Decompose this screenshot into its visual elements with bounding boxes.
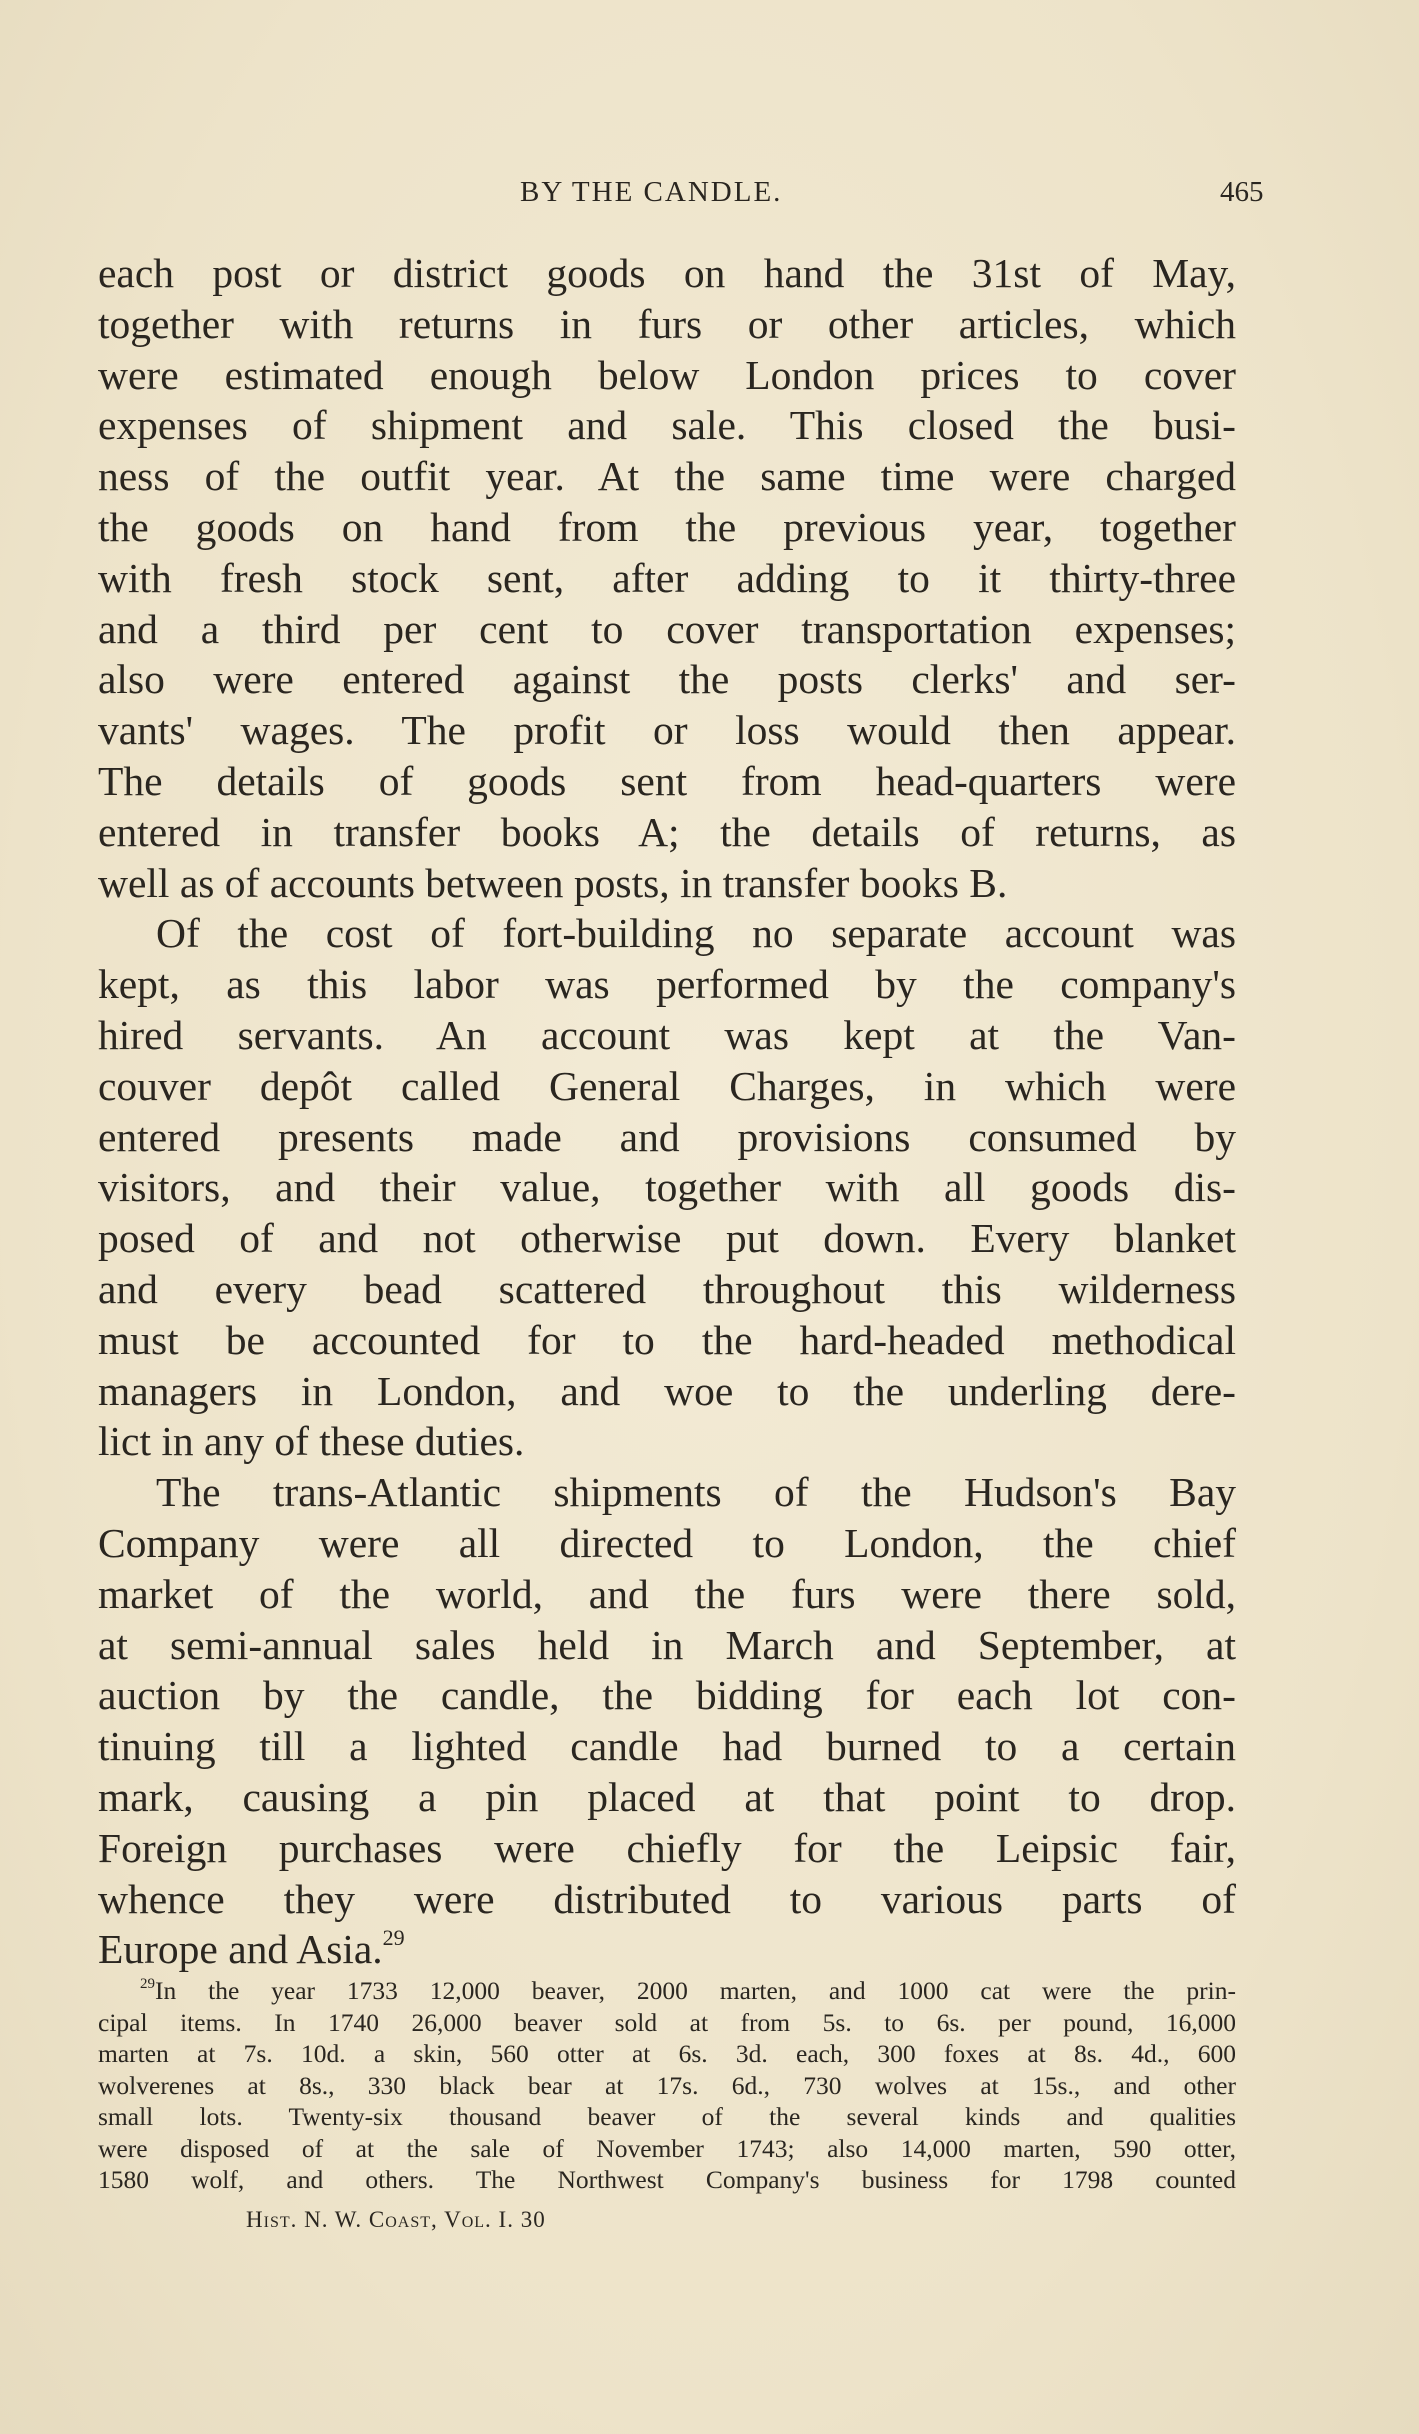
text-line: entered in transfer books A; the details of returns, as [98, 808, 1236, 855]
text-line: entered presents made and provisions consumed by [98, 1113, 1236, 1160]
footnote-line [98, 1975, 1236, 2007]
text-line: each post or district goods on hand the 31st of May, [98, 250, 1236, 296]
text-line-last [98, 1924, 1236, 1975]
text-line: at semi-annual sales held in March and September, at [98, 1621, 1236, 1668]
text-line-content: Europe and Asia. [98, 1926, 383, 1973]
text-line: kept, as this labor was performed by the company's [98, 961, 1236, 1008]
text-line: together with returns in furs or other articles, which [98, 300, 1236, 347]
footnote-reference[interactable]: 29 [382, 1925, 405, 1951]
text-line: expenses of shipment and sale. This closed the busi- [98, 402, 1236, 449]
text-line: couver depôt called General Charges, in which were [98, 1062, 1236, 1109]
text-line: were estimated enough below London prices to cover [98, 351, 1236, 398]
footnote-line-content: In the year 1733 12,000 beaver, 2000 marten, and 1000 cat were the prin- [155, 1976, 1236, 2005]
text-line: well as of accounts between posts, in transfer books B. [98, 859, 1008, 906]
signature-line: Hist. N. W. Coast, Vol. I. 30 [246, 2207, 546, 2232]
text-line: hired servants. An account was kept at the Van- [98, 1011, 1236, 1058]
text-line: market of the world, and the furs were there sold, [98, 1570, 1236, 1617]
text-line: The trans-Atlantic shipments of the Hudson's Bay [156, 1469, 1236, 1516]
text-line: also were entered against the posts clerks' and ser- [98, 656, 1236, 703]
text-line: Of the cost of fort-building no separate account was [156, 910, 1236, 957]
footnote-line: 1580 wolf, and others. The Northwest Company's business for 1798 counted [98, 2165, 1236, 2194]
text-line: ness of the outfit year. At the same time were charged [98, 453, 1236, 500]
text-line: Foreign purchases were chiefly for the Leipsic fair, [98, 1824, 1236, 1871]
text-line: managers in London, and woe to the underling dere- [98, 1367, 1236, 1414]
text-line: the goods on hand from the previous year, together [98, 503, 1236, 550]
footnote [98, 1975, 1236, 2196]
text-line: must be accounted for to the hard-headed methodical [98, 1316, 1236, 1363]
running-title: BY THE CANDLE. [520, 176, 783, 208]
footnote-line: cipal items. In 1740 26,000 beaver sold at from 5s. to 6s. per pound, 16,000 [98, 2007, 1236, 2037]
page-number: 465 [1220, 176, 1264, 208]
footnote-line: were disposed of at the sale of November 1743; also 14,000 marten, 590 otter, [98, 2133, 1236, 2163]
text-line: and every bead scattered throughout this wilderness [98, 1265, 1236, 1312]
footnote-line: wolverenes at 8s., 330 black bear at 17s. 6d., 730 wolves at 15s., and other [98, 2070, 1236, 2100]
text-line: with fresh stock sent, after adding to it thirty-three [98, 554, 1236, 601]
text-line: tinuing till a lighted candle had burned to a certain [98, 1723, 1236, 1770]
body-text [98, 248, 1236, 1975]
text-line: visitors, and their value, together with all goods dis- [98, 1164, 1236, 1211]
running-head [0, 176, 1419, 216]
footnote-line: small lots. Twenty-six thousand beaver of the several kinds and qualities [98, 2102, 1236, 2131]
text-line: vants' wages. The profit or loss would then appear. [98, 707, 1236, 754]
text-line: lict in any of these duties. [98, 1418, 525, 1465]
text-line: The details of goods sent from head-quarters were [98, 757, 1236, 804]
footnote-line: marten at 7s. 10d. a skin, 560 otter at 6s. 3d. each, 300 foxes at 8s. 4d., 600 [98, 2039, 1236, 2068]
text-line: Company were all directed to London, the chief [98, 1519, 1236, 1566]
text-line: posed of and not otherwise put down. Every blanket [98, 1215, 1236, 1262]
text-line: whence they were distributed to various parts of [98, 1875, 1236, 1922]
text-line: mark, causing a pin placed at that point to drop. [98, 1773, 1236, 1820]
text-line: and a third per cent to cover transportation expenses; [98, 605, 1236, 652]
text-line: auction by the candle, the bidding for each lot con- [98, 1672, 1236, 1719]
footnote-marker: 29 [140, 1976, 155, 1992]
